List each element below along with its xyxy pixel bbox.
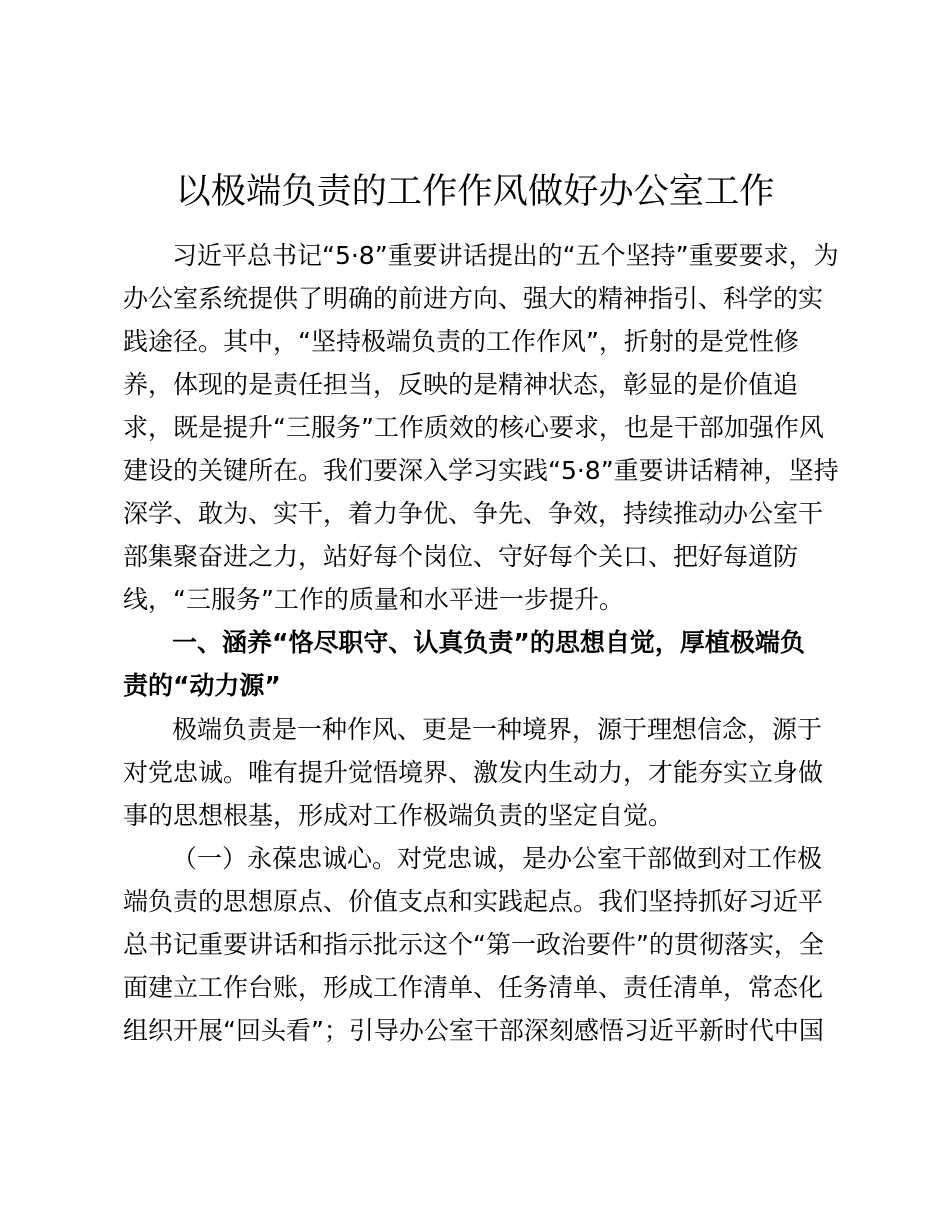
paragraph-line: 求，既是提升“三服务”工作质效的核心要求，也是干部加强作风 [123, 413, 824, 442]
paragraph-line: 习近平总书记“5·8”重要讲话提出的“五个坚持”重要要求，为 [172, 241, 839, 270]
paragraph-line: 组织开展“回头看”；引导办公室干部深刻感悟习近平新时代中国 [123, 1016, 824, 1045]
paragraph-line: 部集聚奋进之力，站好每个岗位、守好每个关口、把好每道防 [123, 542, 799, 571]
paragraph-line: 极端负责是一种作风、更是一种境界，源于理想信念，源于 [172, 715, 823, 744]
paragraph-line: 深学、敢为、实干，着力争优、争先、争效，持续推动办公室干 [123, 499, 824, 528]
paragraph-line: 线，“三服务”工作的质量和水平进一步提升。 [123, 585, 624, 614]
paragraph-line: 面建立工作台账，形成工作清单、任务清单、责任清单，常态化 [123, 973, 824, 1002]
section-heading-line: 一、涵养“恪尽职守、认真负责”的思想自觉，厚植极端负 [172, 628, 805, 657]
section-heading-line: 责的“动力源” [123, 671, 281, 700]
paragraph-line: 对党忠诚。唯有提升觉悟境界、激发内生动力，才能夯实立身做 [123, 758, 824, 787]
paragraph-line: 事的思想根基，形成对工作极端负责的坚定自觉。 [123, 801, 674, 830]
paragraph-line: 践途径。其中，“坚持极端负责的工作作风”，折射的是党性修 [123, 327, 799, 356]
paragraph-line: 办公室系统提供了明确的前进方向、强大的精神指引、科学的实 [123, 284, 824, 313]
paragraph-line: 养，体现的是责任担当，反映的是精神状态，彰显的是价值追 [123, 370, 799, 399]
paragraph-line: 端负责的思想原点、价值支点和实践起点。我们坚持抓好习近平 [123, 887, 824, 916]
paragraph-line: （一）永葆忠诚心。对党忠诚，是办公室干部做到对工作极 [172, 844, 823, 873]
paragraph-line: 建设的关键所在。我们要深入学习实践“5·8”重要讲话精神，坚持 [123, 456, 839, 485]
paragraph-line: 总书记重要讲话和指示批示这个“第一政治要件”的贯彻落实，全 [123, 930, 824, 959]
document-title: 以极端负责的工作作风做好办公室工作 [175, 171, 775, 212]
